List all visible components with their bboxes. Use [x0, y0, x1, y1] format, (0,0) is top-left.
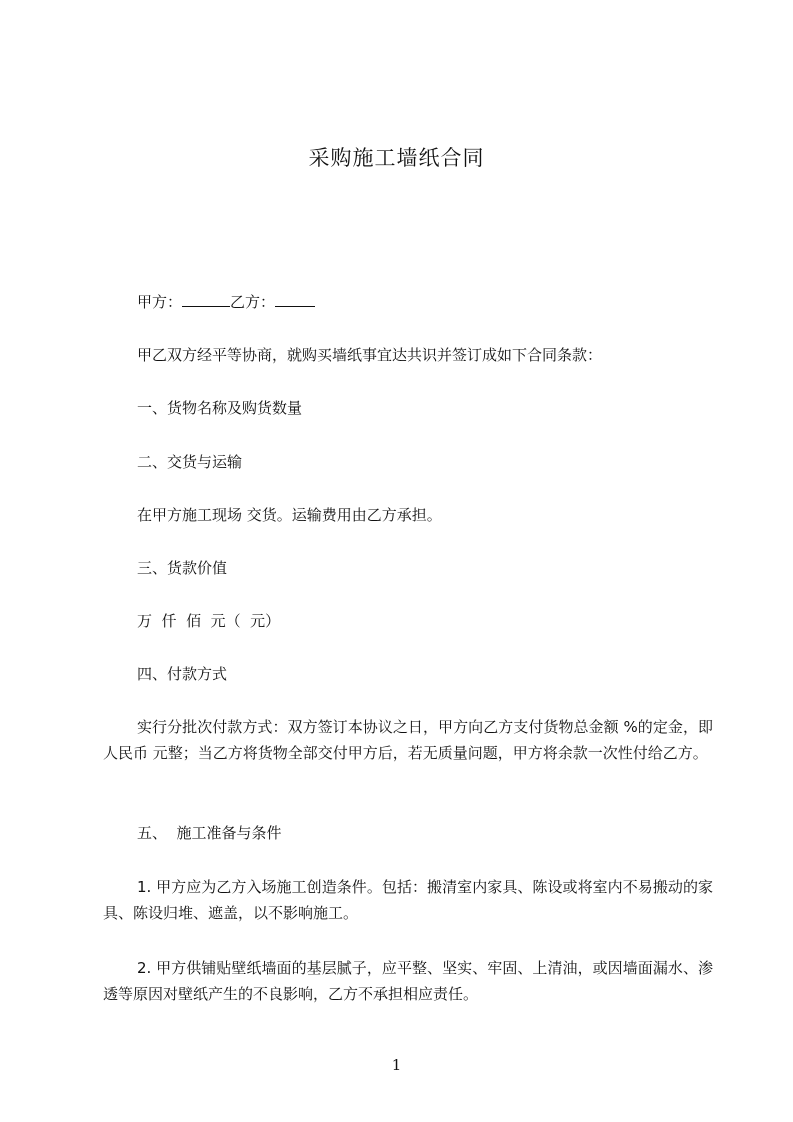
item-2-text: 2. 甲方供铺贴壁纸墙面的基层腻子，应平整、坚实、牢固、上清油，或因墙面漏水、渗透等原因对壁纸产生的不良影响，乙方不承担相应责任。	[103, 959, 713, 1003]
section-heading-3: 三、货款价值	[137, 559, 228, 577]
delivery-text: 在甲方施工现场 交货。运输费用由乙方承担。	[137, 506, 442, 524]
section-heading-1: 一、货物名称及购货数量	[137, 399, 303, 417]
party-a-label: 甲方：	[137, 293, 183, 311]
party-b-label: 乙方：	[230, 293, 276, 311]
intro-text: 甲乙双方经平等协商，就购买墙纸事宜达共识并签订成如下合同条款：	[137, 346, 603, 364]
party-a-blank	[182, 292, 230, 307]
price-text: 万 仟 佰 元（ 元）	[137, 612, 281, 630]
party-b-blank	[275, 292, 315, 307]
section-heading-5: 五、 施工准备与条件	[137, 824, 282, 842]
section-heading-4: 四、付款方式	[137, 665, 228, 683]
item-1-text: 1. 甲方应为乙方入场施工创造条件。包括：搬清室内家具、陈设或将室内不易搬动的家具、陈设归堆、遮盖，以不影响施工。	[103, 878, 713, 922]
document-title: 采购施工墙纸合同	[308, 146, 485, 170]
payment-text: 实行分批次付款方式：双方签订本协议之日，甲方向乙方支付货物总金额 %的定金，即人民币 元整；当乙方将货物全部交付甲方后，若无质量问题，甲方将余款一次性付给乙方。	[103, 718, 713, 762]
parties-line	[137, 292, 315, 312]
section-heading-2: 二、交货与运输	[137, 453, 243, 471]
page-number: 1	[391, 1056, 402, 1074]
